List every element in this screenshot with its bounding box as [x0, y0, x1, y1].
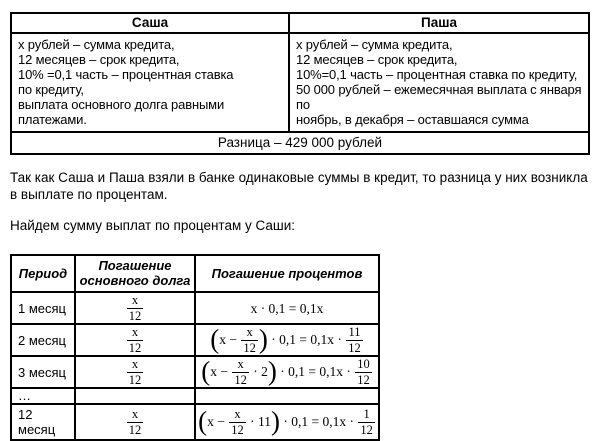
formula-text: · 11	[250, 414, 271, 429]
difference-cell: Разница – 429 000 рублей	[11, 132, 589, 154]
table-row-month-12	[11, 404, 379, 440]
period-cell: …	[11, 388, 75, 404]
fraction-numerator: x	[131, 325, 139, 339]
fraction-denominator: 12	[243, 340, 256, 355]
fraction	[127, 358, 144, 386]
formula-text: · 0,1 = 0,1x ·	[280, 364, 351, 379]
info-cell-sasha	[11, 33, 289, 132]
right-paren: )	[258, 323, 268, 354]
header-cell-interest: Погашение процентов	[195, 255, 379, 292]
calc-table	[10, 254, 380, 441]
fraction	[229, 408, 246, 436]
fraction-numerator: x	[234, 407, 241, 421]
principal-cell	[75, 404, 195, 440]
formula-text: · 0,1 = 0,1x ·	[271, 332, 342, 347]
formula-text: x −	[210, 364, 228, 379]
calc-header-row	[11, 255, 379, 292]
fraction	[355, 358, 372, 386]
interest-cell	[195, 404, 379, 440]
principal-cell-empty	[75, 388, 195, 404]
table-row-month-1	[11, 292, 379, 324]
left-paren: (	[201, 355, 211, 386]
comparison-header-row	[11, 13, 589, 33]
text-line: х рублей – сумма кредита,	[18, 37, 175, 52]
text-line: 12 месяцев – срок кредита,	[296, 52, 458, 67]
intro-paragraph: Так как Саша и Паша взяли в банке одинаковые суммы в кредит, то разница у них возникла в выплате по процентам.	[10, 170, 588, 202]
formula-text: · 2	[253, 364, 268, 379]
text-line: выплата основного долга равными	[18, 97, 225, 112]
fraction-denominator: 12	[234, 372, 247, 387]
task-paragraph: Найдем сумму выплат по процентам у Саши:	[10, 218, 296, 233]
period-cell: 3 месяц	[11, 356, 75, 388]
formula-text: x · 0,1 = 0,1x	[250, 300, 324, 316]
text-line: х рублей – сумма кредита,	[296, 37, 453, 52]
comparison-body-row	[11, 33, 589, 132]
fraction-numerator: x	[237, 357, 244, 371]
right-paren: )	[267, 355, 277, 386]
comparison-table	[10, 12, 590, 155]
fraction-numerator: x	[131, 407, 139, 421]
info-cell-pasha	[289, 33, 589, 132]
fraction-denominator: 12	[348, 340, 361, 355]
text-line: 50 000 рублей – ежемесячная выплата с января по	[296, 82, 582, 112]
fraction-numerator: x	[131, 357, 139, 371]
text-line: ноябрь, в декабря – оставшаяся сумма	[296, 112, 529, 127]
principal-cell	[75, 356, 195, 388]
comparison-footer-row	[11, 132, 589, 154]
header-cell-sasha: Саша	[11, 13, 289, 33]
period-cell: 1 месяц	[11, 292, 75, 324]
left-paren: (	[210, 323, 220, 354]
right-paren: )	[271, 405, 280, 436]
text-line: 10%=0,1 часть – процентная ставка по кредиту,	[296, 67, 578, 82]
fraction-numerator: 11	[348, 325, 361, 339]
fraction-numerator: x	[131, 293, 139, 307]
fraction	[232, 358, 249, 386]
principal-cell	[75, 292, 195, 324]
fraction	[127, 294, 144, 322]
fraction-denominator: 12	[231, 422, 244, 437]
fraction-denominator: 12	[128, 422, 142, 437]
table-row-ellipsis	[11, 388, 379, 404]
header-cell-principal: Погашение основного долга	[75, 255, 195, 292]
fraction-denominator: 12	[128, 340, 142, 355]
period-cell: 12 месяц	[11, 404, 75, 440]
fraction-numerator: x	[246, 325, 253, 339]
fraction	[241, 326, 258, 354]
header-cell-pasha: Паша	[289, 13, 589, 33]
text-line: платежами.	[18, 112, 87, 127]
text-line: 10% =0,1 часть – процентная ставка	[18, 67, 234, 82]
left-paren: (	[198, 405, 208, 436]
fraction	[346, 326, 363, 354]
interest-cell-empty	[195, 388, 379, 404]
interest-cell	[195, 292, 379, 324]
header-cell-period: Период	[11, 255, 75, 292]
fraction-denominator: 12	[357, 372, 370, 387]
formula-text: x −	[219, 332, 237, 347]
table-row-month-2	[11, 324, 379, 356]
formula-text: x −	[207, 414, 225, 429]
fraction-denominator: 12	[360, 422, 373, 437]
fraction	[127, 326, 144, 354]
formula-text: · 0,1 = 0,1x ·	[283, 414, 354, 429]
fraction-denominator: 12	[128, 372, 142, 387]
fraction	[127, 408, 144, 436]
fraction-numerator: 1	[363, 407, 370, 421]
fraction-denominator: 12	[128, 308, 142, 323]
text-line: по кредиту,	[18, 82, 84, 97]
fraction	[358, 408, 375, 436]
interest-cell	[195, 324, 379, 356]
interest-cell	[195, 356, 379, 388]
fraction-numerator: 10	[357, 357, 370, 371]
principal-cell	[75, 324, 195, 356]
text-line: 12 месяцев – срок кредита,	[18, 52, 180, 67]
table-row-month-3	[11, 356, 379, 388]
period-cell: 2 месяц	[11, 324, 75, 356]
